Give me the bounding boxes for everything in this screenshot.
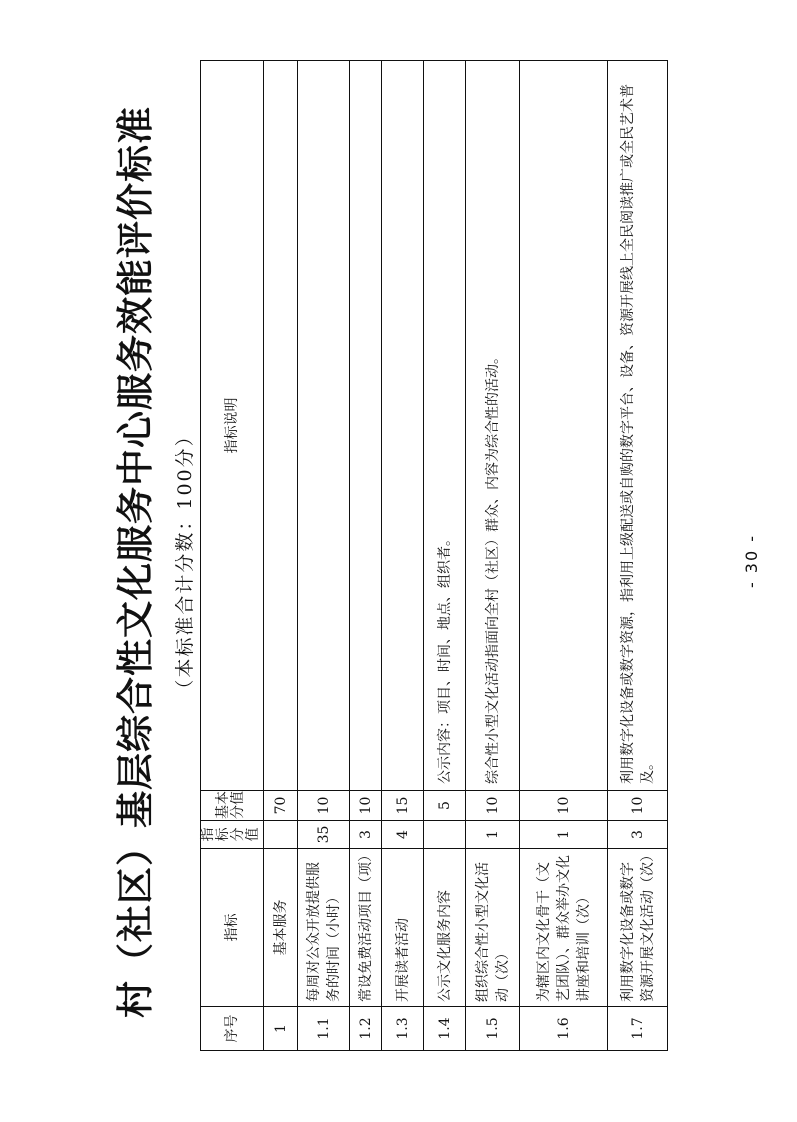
table-header-row [201,61,264,1051]
header-seq: 序号 [201,1007,264,1051]
row-base: 5 [424,791,466,821]
row-base: 15 [382,791,424,821]
row-score: 3 [350,821,382,849]
row-base: 10 [608,791,668,821]
row-score: 3 [608,821,668,849]
row-seq: 1.2 [350,1007,382,1051]
row-seq: 1.4 [424,1007,466,1051]
row-seq: 1.7 [608,1007,668,1051]
table-row [424,61,466,1051]
row-score: 1 [466,821,520,849]
row-desc [264,61,298,791]
row-desc: 利用数字化设备或数字资源，指利用上级配送或自购的数字平台、设备、资源开展线上全民阅读推广或全民艺术普及。 [608,61,668,791]
page-number: - 30 - [742,533,761,589]
row-desc [298,61,350,791]
row-score: 4 [382,821,424,849]
header-score: 指标分值 [201,821,264,849]
table-row [350,61,382,1051]
evaluation-table [200,60,668,1051]
table-row [298,61,350,1051]
row-seq: 1 [264,1007,298,1051]
row-base: 10 [520,791,608,821]
row-name: 每周对公众开放提供服务的时间（小时） [298,849,350,1007]
row-name: 利用数字化设备或数字资源开展文化活动（次） [608,849,668,1007]
row-seq: 1.6 [520,1007,608,1051]
row-base: 10 [350,791,382,821]
row-name: 常设免费活动项目（项） [350,849,382,1007]
row-base: 10 [466,791,520,821]
header-name: 指标 [201,849,264,1007]
table-row [382,61,424,1051]
row-name: 为辖区内文化骨干（文艺团队）、群众举办文化讲座和培训（次） [520,849,608,1007]
table-row [520,61,608,1051]
row-score: 1 [520,821,608,849]
row-desc [382,61,424,791]
header-base: 基本分值 [201,791,264,821]
row-desc: 综合性小型文化活动指面向全村（社区）群众、内容为综合性的活动。 [466,61,520,791]
row-desc [350,61,382,791]
table-row [264,61,298,1051]
row-seq: 1.3 [382,1007,424,1051]
page-title: 村（社区）基层综合性文化服务中心服务效能评价标准 [113,106,157,1018]
row-score [264,821,298,849]
page-subtitle: （本标准合计分数：100分） [174,425,196,699]
row-name: 开展读者活动 [382,849,424,1007]
row-name: 组织综合性小型文化活动（次） [466,849,520,1007]
row-score [424,821,466,849]
row-score: 35 [298,821,350,849]
table-row [608,61,668,1051]
row-base: 70 [264,791,298,821]
row-base: 10 [298,791,350,821]
row-name: 公示文化服务内容 [424,849,466,1007]
row-seq: 1.1 [298,1007,350,1051]
header-desc: 指标说明 [201,61,264,791]
row-desc: 公示内容：项目、时间、地点、组织者。 [424,61,466,791]
row-name: 基本服务 [264,849,298,1007]
row-desc [520,61,608,791]
row-seq: 1.5 [466,1007,520,1051]
table-row [466,61,520,1051]
